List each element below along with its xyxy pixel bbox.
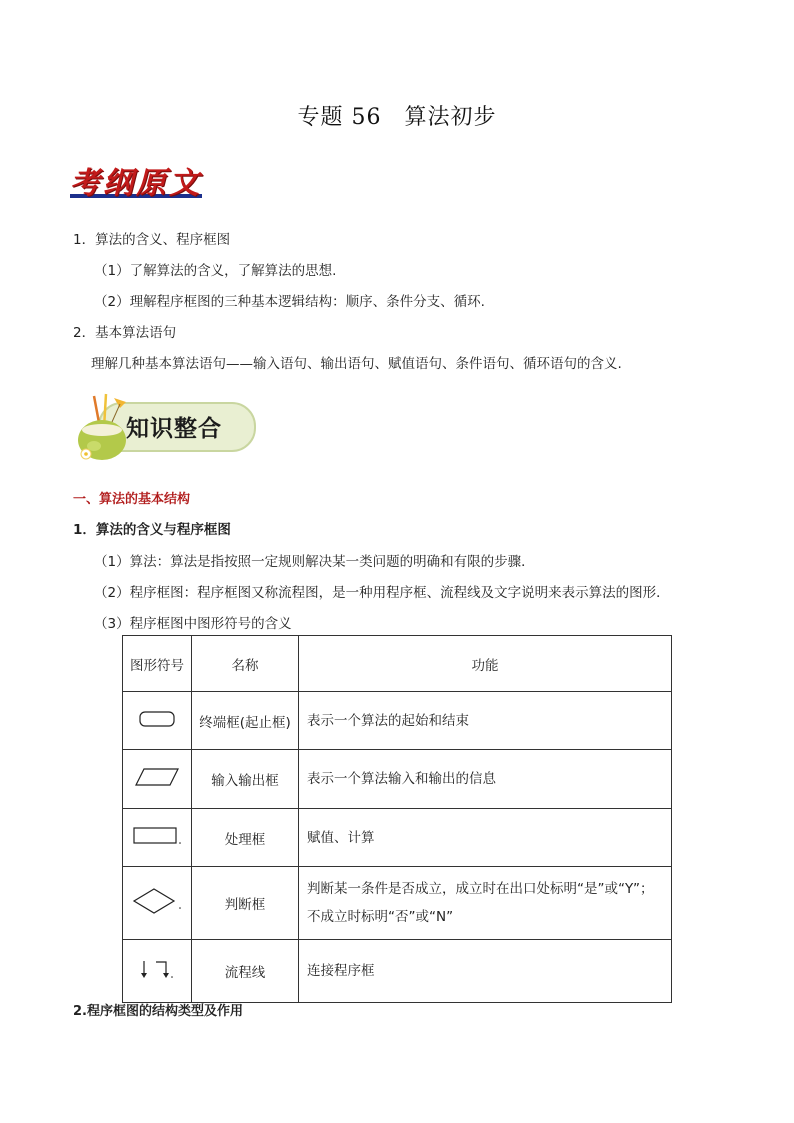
paragraph: （3）程序框图中图形符号的含义 [94, 616, 292, 632]
flow-line-icon [134, 957, 180, 981]
symbol-name: 流程线 [192, 940, 299, 1003]
paragraph: （2）程序框图：程序框图又称流程图，是一种用程序框、流程线及文字说明来表示算法的图形． [94, 585, 670, 601]
syllabus-item: 1．算法的含义、程序框图 [73, 232, 231, 248]
flowchart-symbol-table [122, 635, 672, 1003]
syllabus-item: 2．基本算法语句 [73, 325, 177, 341]
function-line: 不成立时标明“否”或“N” [307, 909, 454, 925]
syllabus-item: （1）了解算法的含义，了解算法的思想. [94, 263, 337, 279]
exam-syllabus-banner-text: 考纲原文 [70, 166, 202, 201]
io-box-icon [132, 766, 182, 788]
symbol-function: 赋值、计算 [299, 809, 672, 867]
table-row [123, 867, 672, 940]
table-header-row [123, 636, 672, 692]
paragraph: （1）算法：算法是指按照一定规则解决某一类问题的明确和有限的步骤． [94, 554, 535, 570]
subsection-heading: 1．算法的含义与程序框图 [73, 522, 231, 538]
symbol-cell [123, 940, 192, 1003]
symbol-name: 判断框 [192, 867, 299, 940]
page-title: 专题 56 算法初步 [297, 105, 497, 130]
process-box-icon [130, 825, 184, 847]
function-line: 判断某一条件是否成立，成立时在出口处标明“是”或“Y”； [307, 881, 654, 897]
symbol-cell [123, 809, 192, 867]
knowledge-banner-text: 知识整合 [126, 415, 222, 442]
symbol-function: 表示一个算法输入和输出的信息 [299, 750, 672, 809]
decision-box-icon [130, 886, 184, 916]
symbol-function: 表示一个算法的起始和结束 [299, 692, 672, 750]
table-row [123, 750, 672, 809]
column-header: 图形符号 [123, 636, 192, 692]
exam-syllabus-banner [70, 158, 210, 204]
section-heading: 一、算法的基本结构 [73, 492, 191, 507]
symbol-function [299, 867, 672, 940]
symbol-cell [123, 692, 192, 750]
symbol-cell [123, 867, 192, 940]
symbol-name: 处理框 [192, 809, 299, 867]
subsection-heading: 2.程序框图的结构类型及作用 [73, 1004, 243, 1019]
table-row [123, 809, 672, 867]
symbol-function: 连接程序框 [299, 940, 672, 1003]
knowledge-banner [70, 392, 258, 464]
symbol-cell [123, 750, 192, 809]
column-header: 功能 [299, 636, 672, 692]
table-row [123, 692, 672, 750]
symbol-name: 输入输出框 [192, 750, 299, 809]
terminal-box-icon [134, 709, 180, 729]
table-row [123, 940, 672, 1003]
syllabus-item: 理解几种基本算法语句——输入语句、输出语句、赋值语句、条件语句、循环语句的含义. [91, 356, 622, 372]
column-header: 名称 [192, 636, 299, 692]
syllabus-item: （2）理解程序框图的三种基本逻辑结构：顺序、条件分支、循环. [94, 294, 485, 310]
symbol-name: 终端框(起止框) [192, 692, 299, 750]
